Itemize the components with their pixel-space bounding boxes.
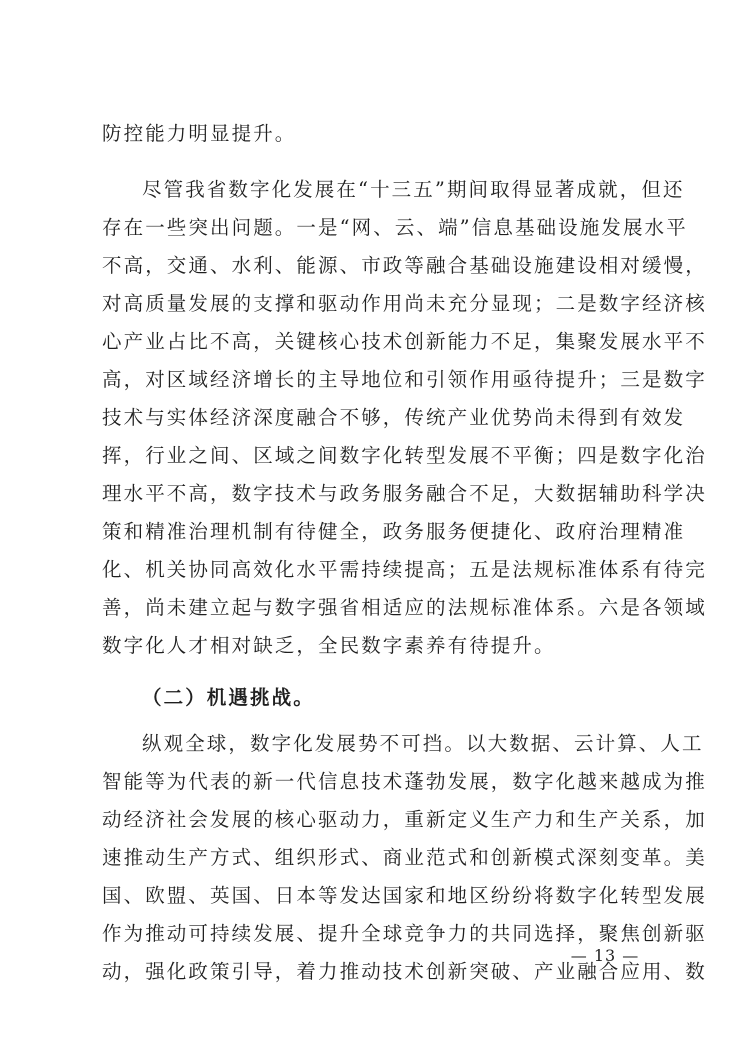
paragraph-line: 不高，交通、水利、能源、市政等融合基础设施建设相对缓慢， <box>102 254 707 277</box>
paragraph-line: 智能等为代表的新一代信息技术蓬勃发展，数字化越来越成为推 <box>102 770 707 793</box>
section-heading: （二）机遇挑战。 <box>142 686 315 709</box>
paragraph-line: 挥，行业之间、区域之间数字化转型发展不平衡；四是数字化治 <box>102 444 707 467</box>
paragraph-line: 高，对区域经济增长的主导地位和引领作用亟待提升；三是数字 <box>102 368 707 391</box>
paragraph-line: 动经济社会发展的核心驱动力，重新定义生产力和生产关系，加 <box>102 808 707 831</box>
paragraph-line: 理水平不高，数字技术与政务服务融合不足，大数据辅助科学决 <box>102 482 707 505</box>
paragraph-line: 速推动生产方式、组织形式、商业范式和创新模式深刻变革。美 <box>102 846 707 869</box>
paragraph-line: 心产业占比不高，关键核心技术创新能力不足，集聚发展水平不 <box>102 330 707 353</box>
paragraph-line: 善，尚未建立起与数字强省相适应的法规标准体系。六是各领域 <box>102 596 707 619</box>
paragraph-line: 化、机关协同高效化水平需持续提高；五是法规标准体系有待完 <box>102 558 707 581</box>
paragraph-line: 数字化人才相对缺乏，全民数字素养有待提升。 <box>102 634 556 657</box>
paragraph-line: 技术与实体经济深度融合不够，传统产业优势尚未得到有效发 <box>102 406 686 429</box>
paragraph-line: 对高质量发展的支撑和驱动作用尚未充分显现；二是数字经济核 <box>102 292 707 315</box>
paragraph-line: 策和精准治理机制有待健全，政务服务便捷化、政府治理精准 <box>102 520 686 543</box>
page-number: — 13 — <box>570 946 640 965</box>
paragraph-line: 存在一些突出问题。一是“网、云、端”信息基础设施发展水平 <box>102 216 688 239</box>
paragraph-line: 纵观全球，数字化发展势不可挡。以大数据、云计算、人工 <box>142 732 704 755</box>
paragraph-line: 国、欧盟、英国、日本等发达国家和地区纷纷将数字化转型发展 <box>102 884 707 907</box>
paragraph-line: 作为推动可持续发展、提升全球竞争力的共同选择，聚焦创新驱 <box>102 922 707 945</box>
paragraph-line: 尽管我省数字化发展在“十三五”期间取得显著成就，但还 <box>142 178 685 201</box>
paragraph-line: 防控能力明显提升。 <box>102 122 297 145</box>
paragraph-line: 动，强化政策引导，着力推动技术创新突破、产业融合应用、数 <box>102 960 707 983</box>
